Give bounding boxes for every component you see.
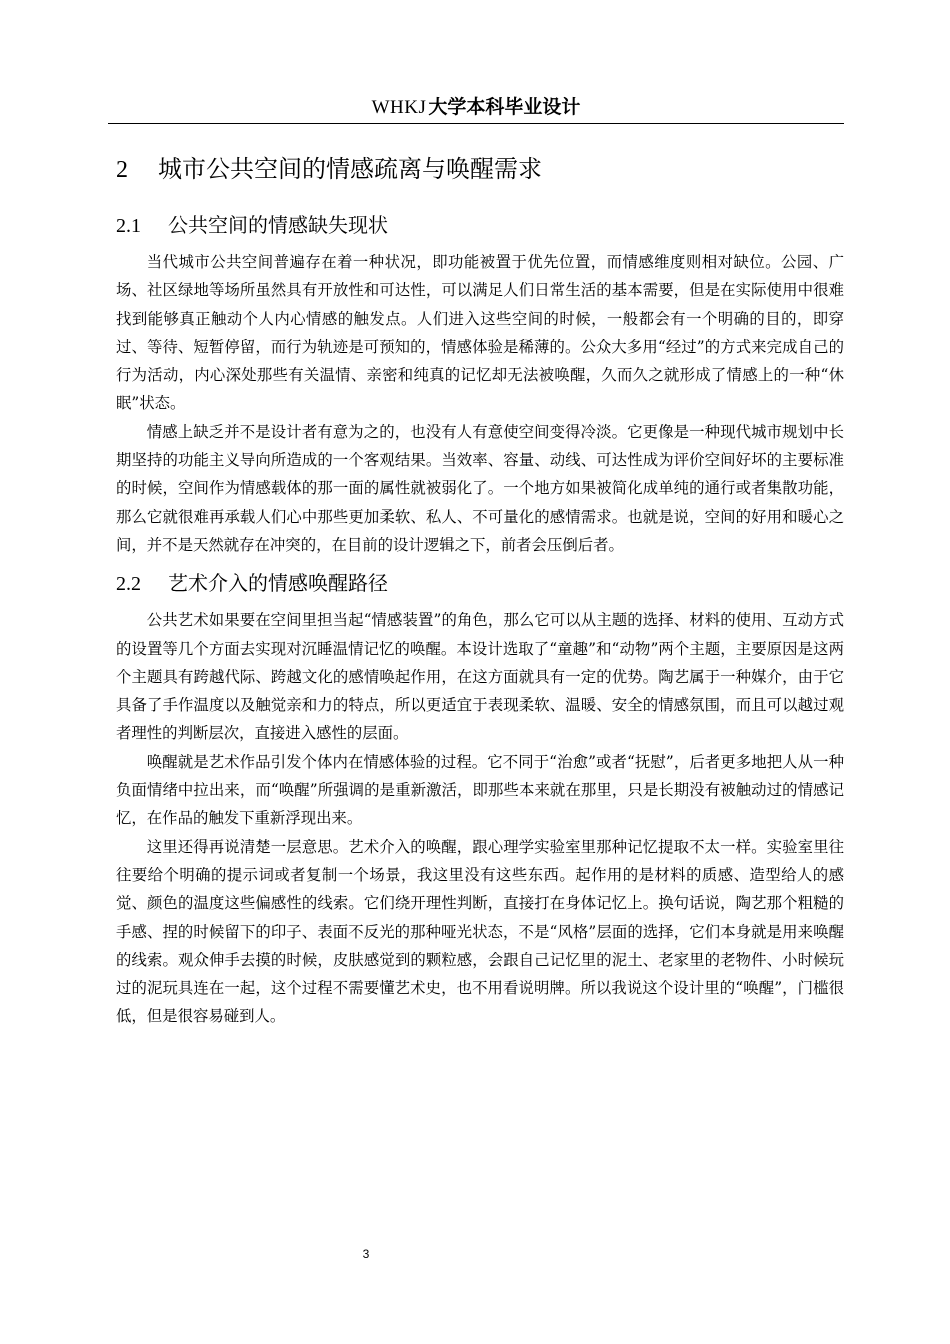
header-school-code: WHKJ xyxy=(371,97,427,118)
section-number: 2.2 xyxy=(116,573,141,596)
body-paragraph: 这里还得再说清楚一层意思。艺术介入的唤醒，跟心理学实验室里那种记忆提取不太一样。实验室里往往要给个明确的提示词或者复制一个场景，我这里没有这些东西。起作用的是材料的质感、造型给人的感觉、颜色的温度这些偏感性的线索。它们绕开理性判断，直接打在身体记忆上。换句话说，陶艺那个粗糙的手感、捏的时候留下的印子、表面不反光的那种哑光状态，不是“风格”层面的选择，它们本身就是用来唤醒的线索。观众伸手去摸的时候，皮肤感觉到的颗粒感，会跟自己记忆里的泥土、老家里的老物件、小时候玩过的泥玩具连在一起，这个过程不需要懂艺术史，也不用看说明牌。所以我说这个设计里的“唤醒”，门槛很低，但是很容易碰到人。 xyxy=(116,837,844,1026)
page-body xyxy=(116,148,844,1031)
section-title: 公共空间的情感缺失现状 xyxy=(168,213,388,237)
chapter-number: 2 xyxy=(116,157,128,183)
section-number: 2.1 xyxy=(116,215,141,237)
header-divider xyxy=(108,123,844,124)
running-header xyxy=(108,92,844,122)
section-heading xyxy=(116,561,844,606)
body-paragraph: 公共艺术如果要在空间里担当起“情感装置”的角色，那么它可以从主题的选择、材料的使用、互动方式的设置等几个方面去实现对沉睡温情记忆的唤醒。本设计选取了“童趣”和“动物”两个主题，主要原因是这两个主题具有跨越代际、跨越文化的感情唤起作用，在这方面就具有一定的优势。陶艺属于一种媒介，由于它具备了手作温度以及触觉亲和力的特点，所以更适宜于表现柔软、温暖、安全的情感氛围，而且可以越过观者理性的判断层次，直接进入感性的层面。 xyxy=(116,611,844,743)
chapter-title: 城市公共空间的情感疏离与唤醒需求 xyxy=(158,155,542,183)
body-paragraph: 唤醒就是艺术作品引发个体内在情感体验的过程。它不同于“治愈”或者“抚慰”，后者更多地把人从一种负面情绪中拉出来，而“唤醒”所强调的是重新激活，即那些本来就在那里，只是长期没有被触动过的情感记忆，在作品的触发下重新浮现出来。 xyxy=(116,752,844,828)
section-2-2 xyxy=(116,561,844,1030)
section-2-1 xyxy=(116,203,844,559)
body-paragraph: 情感上缺乏并不是设计者有意为之的，也没有人有意使空间变得冷淡。它更像是一种现代城市规划中长期坚持的功能主义导向所造成的一个客观结果。当效率、容量、动线、可达性成为评价空间好坏的主要标准的时候，空间作为情感载体的那一面的属性就被弱化了。一个地方如果被简化成单纯的通行或者集散功能，那么它就很难再承载人们心中那些更加柔软、私人、不可量化的感情需求。也就是说，空间的好用和暖心之间，并不是天然就存在冲突的，在目前的设计逻辑之下，前者会压倒后者。 xyxy=(116,422,844,554)
body-paragraph: 当代城市公共空间普遍存在着一种状况，即功能被置于优先位置，而情感维度则相对缺位。公园、广场、社区绿地等场所虽然具有开放性和可达性，可以满足人们日常生活的基本需要，但是在实际使用中很难找到能够真正触动个人内心情感的触发点。人们进入这些空间的时候，一般都会有一个明确的目的，即穿过、等待、短暂停留，而行为轨迹是可预知的，情感体验是稀薄的。公众大多用“经过”的方式来完成自己的行为活动，内心深处那些有关温情、亲密和纯真的记忆却无法被唤醒，久而久之就形成了情感上的一种“休眠”状态。 xyxy=(116,253,844,413)
chapter-heading xyxy=(116,148,844,191)
section-heading xyxy=(116,203,844,248)
header-document-type: 大学本科毕业设计 xyxy=(428,96,581,118)
section-title: 艺术介入的情感唤醒路径 xyxy=(168,571,388,596)
page-number: 3 xyxy=(362,1247,370,1261)
